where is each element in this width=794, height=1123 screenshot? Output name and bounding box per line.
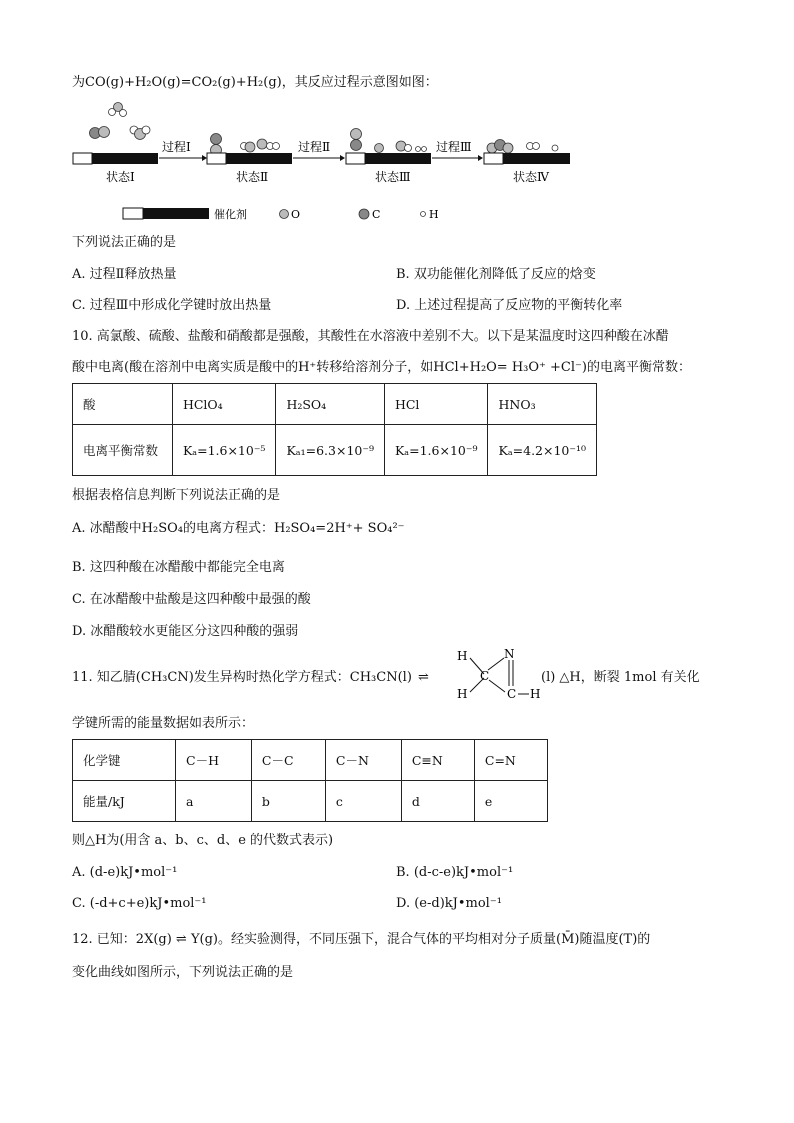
q9-stem: 下列说法正确的是: [72, 235, 177, 250]
q9-option-c[interactable]: C. 过程Ⅲ中形成化学键时放出热量: [72, 298, 272, 313]
oxygen-atom-icon: [280, 210, 289, 219]
molecule-icon: [351, 129, 362, 151]
table-cell: Kₐ=1.6×10⁻⁵: [172, 425, 276, 476]
state-2-label: 状态Ⅱ: [236, 170, 269, 184]
table-cell: a: [176, 781, 252, 822]
legend-c: C: [372, 208, 381, 221]
q11-stem: 则△H为(用含 a、b、c、d、e 的代数式表示): [72, 833, 334, 848]
table-header: 化学键: [73, 740, 176, 781]
process-2-label: 过程Ⅱ: [298, 140, 331, 154]
table-cell: Kₐ=1.6×10⁻⁹: [384, 425, 488, 476]
q10-line-1: 10. 高氯酸、硫酸、盐酸和硝酸都是强酸，其酸性在水溶液中差别不大。以下是某温度时这四种酸在冰醋: [72, 329, 669, 344]
q10-line-2: 酸中电离(酸在溶剂中电离实质是酸中的H⁺转移给溶剂分子，如HCl+H₂O= H₃O⁺ +Cl⁻)的电离平衡常数：: [72, 360, 691, 375]
q10-option-d[interactable]: D. 冰醋酸较水更能区分这四种酸的强弱: [72, 624, 299, 639]
molecule-icon: [130, 126, 150, 140]
table-row-label: 能量/kJ: [73, 781, 176, 822]
atom-n: N: [504, 647, 515, 661]
table-header: HCl: [384, 384, 488, 425]
q12-line-2: 变化曲线如图所示，下列说法正确的是: [72, 965, 294, 980]
atom-h: H: [457, 649, 468, 663]
table-header: C=N: [474, 740, 547, 781]
intro-text: 为CO(g)+H₂O(g)=CO₂(g)+H₂(g)，其反应过程示意图如图：: [72, 75, 438, 90]
process-3-label: 过程Ⅲ: [436, 140, 472, 154]
legend-catalyst: 催化剂: [214, 208, 247, 221]
state-3-label: 状态Ⅲ: [375, 170, 411, 184]
table-row: [73, 740, 548, 781]
table-row-label: 电离平衡常数: [73, 425, 173, 476]
carbon-atom-icon: [359, 209, 369, 219]
molecule-icon: [241, 139, 280, 152]
table-cell: e: [474, 781, 547, 822]
q10-option-c[interactable]: C. 在冰醋酸中盐酸是这四种酸中最强的酸: [72, 592, 311, 607]
equilibrium-arrow: ⇌: [418, 670, 429, 685]
q11-option-a[interactable]: A. (d-e)kJ•mol⁻¹: [72, 865, 178, 880]
q9-option-a[interactable]: A. 过程Ⅱ释放热量: [72, 267, 177, 282]
table-cell: c: [325, 781, 401, 822]
reaction-process-diagram: [68, 98, 588, 228]
table-cell: d: [401, 781, 474, 822]
q11-option-d[interactable]: D. (e-d)kJ•mol⁻¹: [396, 896, 502, 911]
table-row: [73, 384, 597, 425]
atom-h: H: [530, 687, 541, 701]
molecule-icon: [211, 134, 222, 156]
q11-option-c[interactable]: C. (-d+c+e)kJ•mol⁻¹: [72, 896, 207, 911]
q12-line-1: 12. 已知：2X(g) ⇌ Y(g)。经实验测得，不同压强下，混合气体的平均相对分子质量(M̄)随温度(T)的: [72, 932, 651, 947]
table-header: H₂SO₄: [276, 384, 385, 425]
legend-o: O: [291, 208, 301, 221]
q10-option-b[interactable]: B. 这四种酸在冰醋酸中都能完全电离: [72, 560, 285, 575]
isomer-structure: [452, 644, 542, 706]
table-header: C－H: [176, 740, 252, 781]
table-cell: Kₐ₁=6.3×10⁻⁹: [276, 425, 385, 476]
table-cell: Kₐ=4.2×10⁻¹⁰: [488, 425, 597, 476]
table-header: C≡N: [401, 740, 474, 781]
q10-stem: 根据表格信息判断下列说法正确的是: [72, 488, 281, 503]
molecule-icon: [375, 141, 427, 153]
q11-bond-table: [72, 739, 548, 822]
state-4-label: 状态Ⅳ: [513, 170, 549, 184]
atom-h: H: [457, 687, 468, 701]
state-1-label: 状态Ⅰ: [106, 170, 135, 184]
process-1-label: 过程Ⅰ: [162, 140, 191, 154]
table-row: [73, 781, 548, 822]
q9-option-d[interactable]: D. 上述过程提高了反应物的平衡转化率: [396, 298, 623, 313]
q10-acid-table: [72, 383, 597, 476]
q11-line-1-right: (l) △H，断裂 1mol 有关化: [541, 670, 700, 685]
molecule-icon: [90, 127, 110, 139]
q9-option-b[interactable]: B. 双功能催化剂降低了反应的焓变: [396, 267, 596, 282]
legend-h: H: [429, 208, 439, 221]
table-header: C－C: [251, 740, 325, 781]
table-header: C－N: [325, 740, 401, 781]
table-header: HClO₄: [172, 384, 276, 425]
q11-line-2: 学键所需的能量数据如表所示：: [72, 716, 255, 731]
atom-c: C: [507, 687, 517, 701]
table-cell: b: [251, 781, 325, 822]
molecule-icon: [487, 140, 513, 154]
atom-c: C: [480, 669, 490, 683]
table-header: HNO₃: [488, 384, 597, 425]
table-header: 酸: [73, 384, 173, 425]
molecule-icon: [527, 143, 559, 152]
q11-option-b[interactable]: B. (d-c-e)kJ•mol⁻¹: [396, 865, 514, 880]
q11-line-1-left: 11. 知乙腈(CH₃CN)发生异构时热化学方程式：CH₃CN(l): [72, 670, 412, 685]
table-row: [73, 425, 597, 476]
hydrogen-atom-icon: [421, 212, 426, 217]
q10-option-a[interactable]: A. 冰醋酸中H₂SO₄的电离方程式：H₂SO₄=2H⁺+ SO₄²⁻: [72, 521, 405, 536]
molecule-icon: [109, 103, 127, 117]
